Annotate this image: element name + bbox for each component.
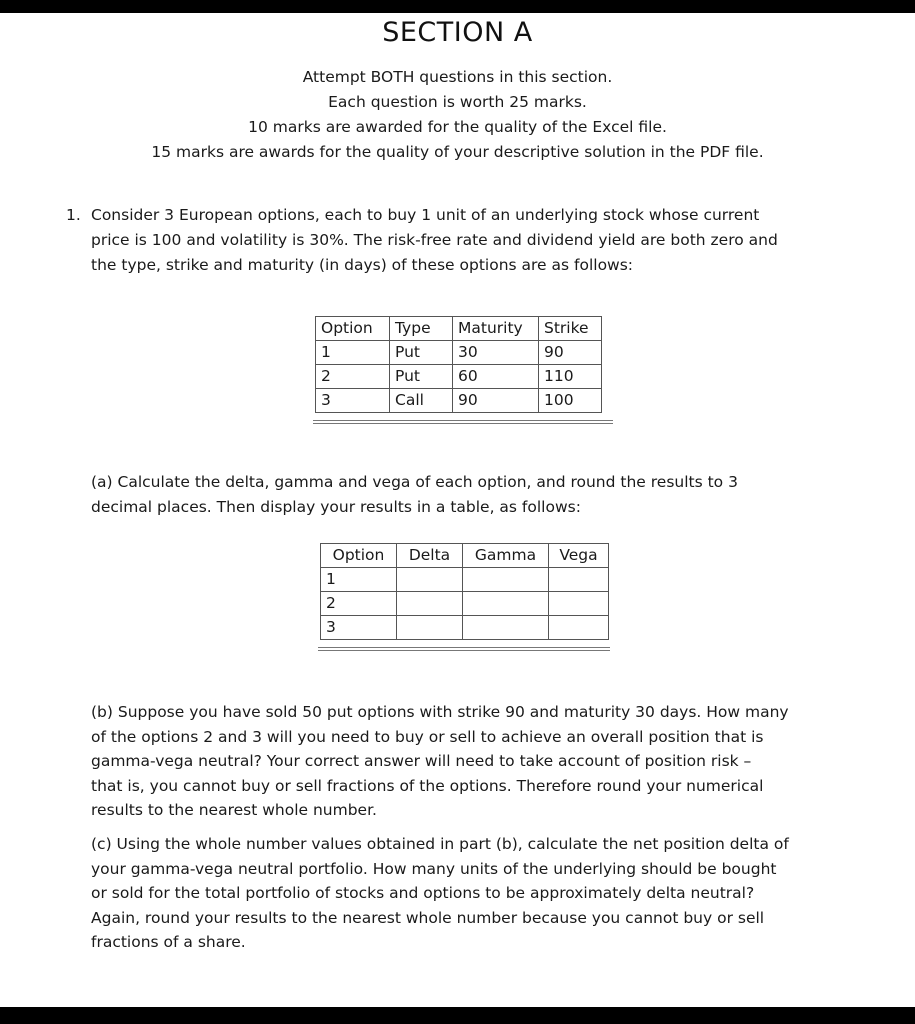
question-line: the type, strike and maturity (in days) of these options are as follows: bbox=[91, 256, 634, 274]
document-page bbox=[0, 13, 915, 1007]
table-cell: 110 bbox=[539, 365, 602, 389]
table-divider bbox=[318, 647, 610, 651]
part-c bbox=[91, 832, 851, 955]
table-cell: 60 bbox=[453, 365, 539, 389]
table-cell bbox=[463, 592, 549, 616]
table-cell bbox=[463, 568, 549, 592]
header-cell: Option bbox=[321, 544, 397, 568]
paragraph-line: that is, you cannot buy or sell fractions of the options. Therefore round your numerical bbox=[91, 776, 764, 795]
table-cell bbox=[397, 592, 463, 616]
table-header-row bbox=[316, 317, 602, 341]
table-row bbox=[321, 568, 609, 592]
question-line: Consider 3 European options, each to buy 1 unit of an underlying stock whose current bbox=[91, 206, 760, 224]
table-cell: 90 bbox=[539, 341, 602, 365]
table-cell: 1 bbox=[321, 568, 397, 592]
table-cell: 30 bbox=[453, 341, 539, 365]
paragraph-line: or sold for the total portfolio of stocks and options to be approximately delta neutral? bbox=[91, 884, 755, 902]
table-cell: 2 bbox=[321, 592, 397, 616]
table-cell bbox=[463, 616, 549, 640]
question-1-text bbox=[91, 203, 836, 278]
instruction-line: 10 marks are awarded for the quality of the Excel file. bbox=[248, 118, 667, 136]
table-cell: Put bbox=[390, 365, 453, 389]
table-cell: Put bbox=[390, 341, 453, 365]
paragraph-line: (c) Using the whole number values obtained in part (b), calculate the net position delta of bbox=[91, 835, 789, 853]
header-cell: Delta bbox=[397, 544, 463, 568]
table-cell bbox=[397, 616, 463, 640]
paragraph-line: (b) Suppose you have sold 50 put options with strike 90 and maturity 30 days. How many bbox=[91, 703, 789, 721]
table-row bbox=[321, 616, 609, 640]
instruction-line: Attempt BOTH questions in this section. bbox=[302, 68, 613, 86]
paragraph-line: your gamma-vega neutral portfolio. How many units of the underlying should be bought bbox=[91, 859, 777, 878]
header-cell: Option bbox=[316, 317, 390, 341]
header-cell: Maturity bbox=[453, 317, 539, 341]
table-cell bbox=[549, 568, 609, 592]
table-cell: 100 bbox=[539, 389, 602, 413]
table-cell: 90 bbox=[453, 389, 539, 413]
table-header-row bbox=[321, 544, 609, 568]
paragraph-line: results to the nearest whole number. bbox=[91, 801, 377, 819]
table-cell: Call bbox=[390, 389, 453, 413]
table-row bbox=[316, 341, 602, 365]
table-row bbox=[316, 389, 602, 413]
table-cell: 3 bbox=[321, 616, 397, 640]
section-instructions bbox=[0, 65, 915, 165]
table-cell bbox=[397, 568, 463, 592]
header-cell: Strike bbox=[539, 317, 602, 341]
paragraph-line: of the options 2 and 3 will you need to buy or sell to achieve an overall position that is bbox=[91, 727, 764, 746]
table-cell bbox=[549, 592, 609, 616]
instruction-line: Each question is worth 25 marks. bbox=[328, 93, 587, 111]
table-row bbox=[316, 365, 602, 389]
part-a bbox=[91, 470, 851, 519]
table-cell: 3 bbox=[316, 389, 390, 413]
paragraph-line: Again, round your results to the nearest whole number because you cannot buy or sell bbox=[91, 908, 765, 927]
header-cell: Type bbox=[390, 317, 453, 341]
table-divider bbox=[313, 420, 613, 424]
question-line: price is 100 and volatility is 30%. The risk-free rate and dividend yield are both zero and bbox=[91, 231, 778, 249]
header-cell: Vega bbox=[549, 544, 609, 568]
options-table bbox=[315, 316, 602, 413]
table-cell: 1 bbox=[316, 341, 390, 365]
table-cell: 2 bbox=[316, 365, 390, 389]
paragraph-line: (a) Calculate the delta, gamma and vega of each option, and round the results to 3 bbox=[91, 473, 738, 491]
paragraph-line: fractions of a share. bbox=[91, 933, 246, 951]
part-b bbox=[91, 700, 851, 823]
paragraph-line: gamma-vega neutral? Your correct answer will need to take account of position risk – bbox=[91, 752, 752, 770]
table-row bbox=[321, 592, 609, 616]
table-cell bbox=[549, 616, 609, 640]
header-cell: Gamma bbox=[463, 544, 549, 568]
instruction-line: 15 marks are awards for the quality of your descriptive solution in the PDF file. bbox=[151, 143, 764, 161]
section-title: SECTION A bbox=[382, 17, 533, 48]
greeks-table bbox=[320, 543, 609, 640]
paragraph-line: decimal places. Then display your results in a table, as follows: bbox=[91, 497, 581, 516]
question-number: 1. bbox=[66, 206, 81, 224]
